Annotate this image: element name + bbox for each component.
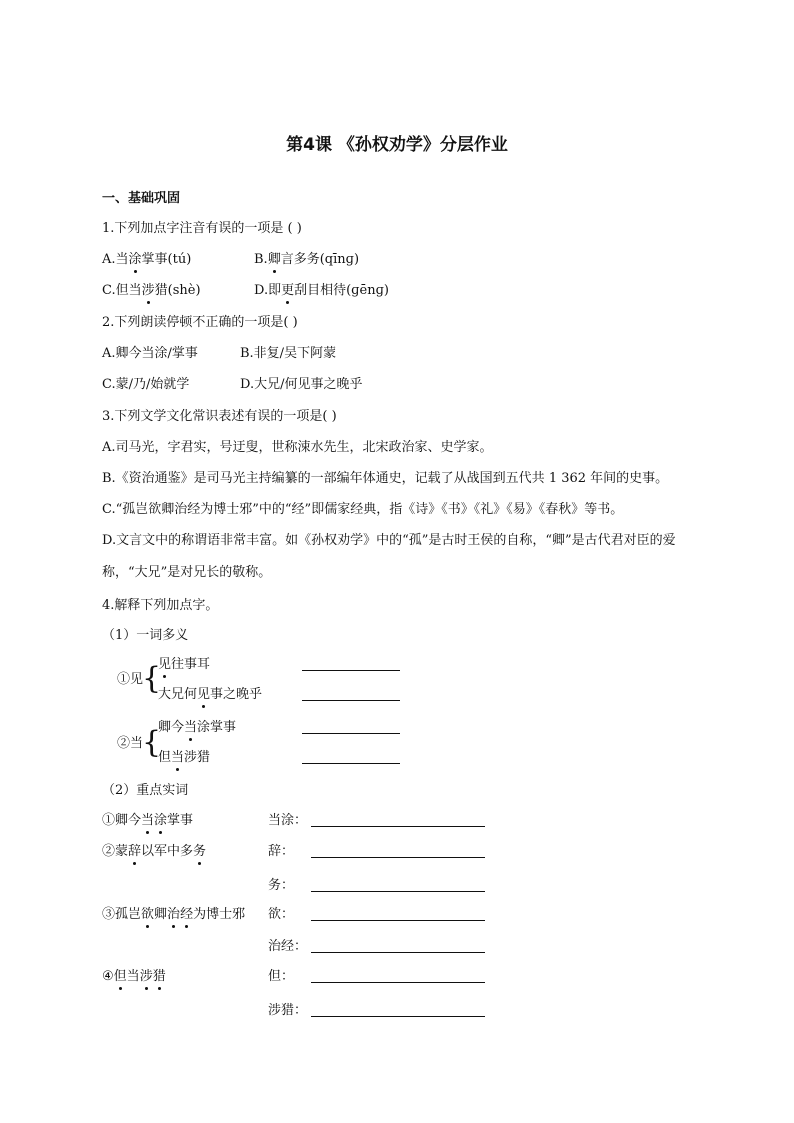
keyword-sentence-3: ③孤岂欲卿治经为博士邪 (102, 907, 246, 922)
brace-icon: { (142, 661, 162, 696)
keyword-label: 但： (268, 969, 295, 984)
q2-option-a: A.卿今当涂/掌事 (102, 346, 198, 361)
answer-blank[interactable] (311, 920, 485, 921)
answer-blank[interactable] (311, 952, 485, 953)
polysemy-jian-label: ①见 (117, 672, 144, 687)
keyword-label: 辞： (268, 844, 295, 859)
q1-option-b: B.卿言多务(qīnɡ) (254, 252, 360, 267)
answer-blank[interactable] (311, 826, 485, 827)
answer-blank[interactable] (302, 733, 400, 734)
q1-option-a: A.当涂掌事(tú) (102, 252, 192, 267)
answer-blank[interactable] (311, 982, 485, 983)
answer-blank[interactable] (302, 763, 400, 764)
section-heading-basics: 一、基础巩固 (102, 191, 181, 206)
answer-blank[interactable] (302, 700, 400, 701)
q1-option-c: C.但当涉猎(shè) (102, 283, 201, 298)
q2-option-b: B.非复/吴下阿蒙 (240, 346, 337, 361)
q2-stem: 2.下列朗读停顿不正确的一项是( ) (102, 315, 298, 330)
q3-option-b: B.《资治通鉴》是司马光主持编纂的一部编年体通史，记载了从战国到五代共 1 362 年间的史事。 (102, 471, 669, 486)
answer-blank[interactable] (311, 857, 485, 858)
brace-icon: { (142, 725, 162, 760)
q1-stem: 1.下列加点字注音有误的一项是 ( ) (102, 221, 302, 236)
keyword-label: 涉猎： (268, 1003, 308, 1018)
q3-stem: 3.下列文学文化常识表述有误的一项是( ) (102, 409, 337, 424)
q2-option-c: C.蒙/乃/始就学 (102, 377, 190, 392)
polysemy-jian-2: 大兄何见事之晚乎 (158, 687, 263, 702)
q3-option-d: D.文言文中的称谓语非常丰富。如《孙权劝学》中的“孤”是古时王侯的自称，“卿”是古代君对臣的爱称，“大兄”是对兄长的敬称。 (102, 533, 676, 580)
answer-blank[interactable] (311, 1016, 485, 1017)
answer-blank[interactable] (302, 670, 400, 671)
keyword-label: 欲： (268, 907, 295, 922)
polysemy-dang-2: 但当涉猎 (158, 750, 211, 765)
q4-part1-heading: （1）一词多义 (102, 628, 189, 643)
keyword-label: 当涂： (268, 813, 308, 828)
q4-part2-heading: （2）重点实词 (102, 783, 189, 798)
polysemy-dang-1: 卿今当涂掌事 (158, 720, 237, 735)
q1-option-d: D.即更刮目相待(ɡēnɡ) (254, 283, 389, 298)
polysemy-dang-label: ②当 (117, 736, 144, 751)
keyword-sentence-4: ④但当涉猎 (102, 969, 166, 984)
q2-option-d: D.大兄/何见事之晚乎 (240, 377, 363, 392)
q3-option-a: A.司马光，字君实，号迂叟，世称涑水先生，北宋政治家、史学家。 (102, 440, 493, 455)
keyword-sentence-2: ②蒙辞以军中多务 (102, 844, 207, 859)
page-title: 第4课 《孙权劝学》分层作业 (286, 135, 508, 155)
q4-stem: 4.解释下列加点字。 (102, 598, 219, 613)
keyword-sentence-1: ①卿今当涂掌事 (102, 813, 194, 828)
keyword-label: 治经： (268, 939, 308, 954)
q3-option-c: C.“孤岂欲卿治经为博士邪”中的“经”即儒家经典，指《诗》《书》《礼》《易》《春秋》等书。 (102, 502, 624, 517)
polysemy-jian-1: 见往事耳 (158, 657, 211, 672)
answer-blank[interactable] (311, 891, 485, 892)
keyword-label: 务： (268, 878, 295, 893)
